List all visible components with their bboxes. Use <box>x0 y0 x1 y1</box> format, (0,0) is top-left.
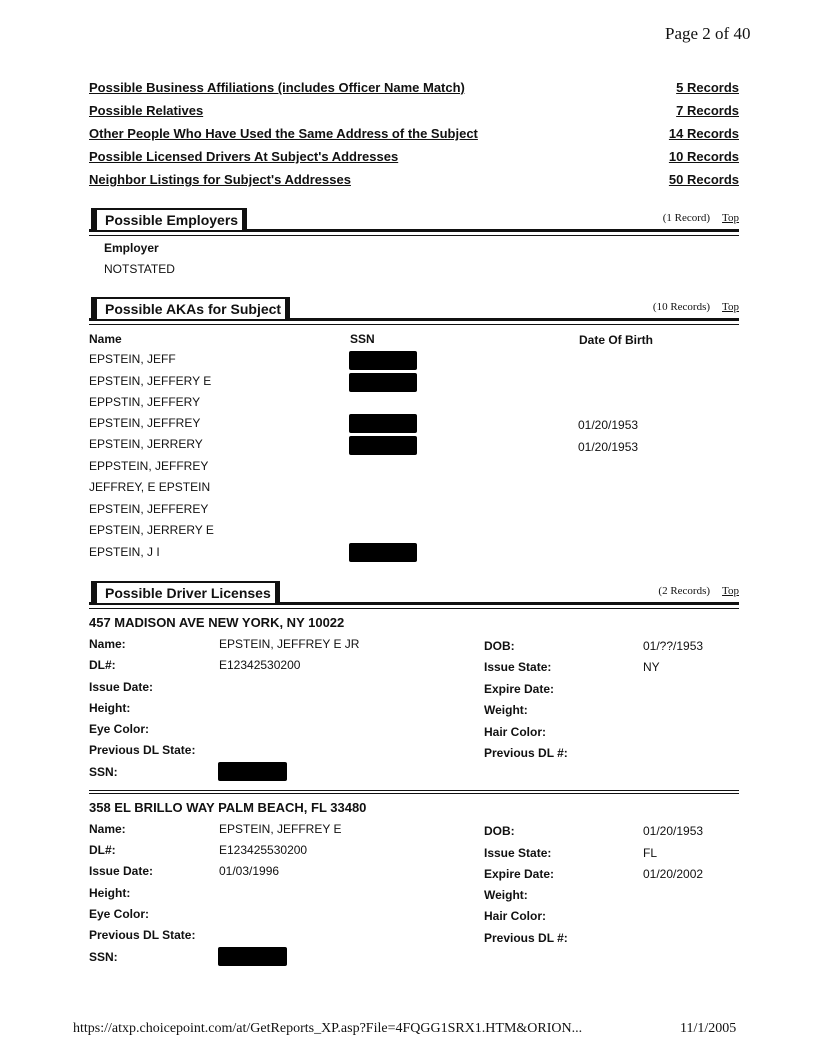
license-address: 457 MADISON AVE NEW YORK, NY 10022 <box>89 615 345 630</box>
section-title: Possible Employers <box>91 208 247 230</box>
summary-link[interactable]: Possible Licensed Drivers At Subject's Addresses <box>89 149 399 164</box>
label-weight: Weight: <box>484 888 528 902</box>
label-eye-color: Eye Color: <box>89 907 150 921</box>
col-header-ssn: SSN <box>350 332 375 346</box>
aka-dob: 01/20/1953 <box>578 418 639 432</box>
license-dob: 01/??/1953 <box>643 639 704 653</box>
aka-name: EPSTEIN, JEFFREY <box>89 416 201 430</box>
label-name: Name: <box>89 637 126 651</box>
label-issue-state: Issue State: <box>484 846 552 860</box>
employer-value: NOTSTATED <box>104 262 175 276</box>
col-header-name: Name <box>89 332 122 346</box>
top-link[interactable]: Top <box>722 212 739 224</box>
license-issue-state: FL <box>643 846 658 860</box>
label-dob: DOB: <box>484 824 515 838</box>
label-weight: Weight: <box>484 703 528 717</box>
label-dl: DL#: <box>89 843 116 857</box>
top-link[interactable]: Top <box>722 301 739 313</box>
summary-link[interactable]: Neighbor Listings for Subject's Addresses <box>89 172 351 187</box>
section-meta <box>658 585 739 597</box>
license-issue-state: NY <box>643 660 660 674</box>
summary-count[interactable]: 5 Records <box>676 80 739 95</box>
label-ssn: SSN: <box>89 765 118 779</box>
aka-name: EPSTEIN, JEFF <box>89 352 176 366</box>
summary-link[interactable]: Possible Business Affiliations (includes Officer Name Match) <box>89 80 465 95</box>
label-expire-date: Expire Date: <box>484 682 555 696</box>
col-header-dob: Date Of Birth <box>579 333 654 347</box>
record-count: (1 Record) <box>662 212 711 224</box>
section-meta <box>653 301 739 313</box>
label-dl: DL#: <box>89 658 116 672</box>
label-eye-color: Eye Color: <box>89 722 150 736</box>
section-title: Possible Driver Licenses <box>91 581 280 603</box>
record-separator <box>89 793 739 794</box>
aka-name: JEFFREY, E EPSTEIN <box>89 480 211 494</box>
akas-section-header <box>89 297 739 321</box>
ssn-redaction <box>349 436 417 455</box>
label-ssn: SSN: <box>89 950 118 964</box>
aka-dob: 01/20/1953 <box>578 440 639 454</box>
summary-row[interactable] <box>89 126 739 146</box>
footer-date: 11/1/2005 <box>680 1021 737 1036</box>
aka-name: EPSTEIN, JERRERY <box>89 437 203 451</box>
record-count: (2 Records) <box>658 585 711 597</box>
ssn-redaction <box>349 414 417 433</box>
page-number: Page 2 of 40 <box>665 24 751 43</box>
summary-count[interactable]: 50 Records <box>668 172 739 187</box>
aka-name: EPSTEIN, JERRERY E <box>89 523 214 537</box>
license-dl: E12342530200 <box>219 658 301 672</box>
top-link[interactable]: Top <box>722 585 739 597</box>
license-dob: 01/20/1953 <box>643 824 704 838</box>
label-prev-dl: Previous DL #: <box>484 931 568 945</box>
summary-count[interactable]: 7 Records <box>676 103 739 118</box>
employers-section-header <box>89 208 739 232</box>
aka-name: EPSTEIN, J I <box>89 545 160 559</box>
aka-name: EPSTEIN, JEFFERY E <box>89 374 212 388</box>
ssn-redaction <box>218 762 287 781</box>
summary-row[interactable] <box>89 149 739 169</box>
license-address: 358 EL BRILLO WAY PALM BEACH, FL 33480 <box>89 800 367 815</box>
aka-name: EPPSTEIN, JEFFREY <box>89 459 209 473</box>
label-expire-date: Expire Date: <box>484 867 555 881</box>
label-prev-dl: Previous DL #: <box>484 746 568 760</box>
label-prev-state: Previous DL State: <box>89 743 196 757</box>
summary-count[interactable]: 14 Records <box>668 126 739 141</box>
label-issue-state: Issue State: <box>484 660 552 674</box>
employer-label: Employer <box>104 241 159 255</box>
summary-count[interactable]: 10 Records <box>668 149 739 164</box>
license-dl: E123425530200 <box>219 843 308 857</box>
license-expire-date: 01/20/2002 <box>643 867 704 881</box>
record-separator <box>89 790 739 791</box>
ssn-redaction <box>349 351 417 370</box>
summary-row[interactable] <box>89 172 739 192</box>
footer-url: https://atxp.choicepoint.com/at/GetReports_XP.asp?File=4FQGG1SRX1.HTM&ORION... <box>73 1021 583 1036</box>
licenses-section-header <box>89 581 739 605</box>
license-issue-date: 01/03/1996 <box>219 864 280 878</box>
summary-row[interactable] <box>89 80 739 100</box>
license-name: EPSTEIN, JEFFREY E JR <box>219 637 360 651</box>
ssn-redaction <box>349 543 417 562</box>
aka-name: EPSTEIN, JEFFEREY <box>89 502 209 516</box>
section-rule <box>89 324 739 325</box>
summary-link[interactable]: Possible Relatives <box>89 103 204 118</box>
label-height: Height: <box>89 701 131 715</box>
label-prev-state: Previous DL State: <box>89 928 196 942</box>
label-hair-color: Hair Color: <box>484 909 547 923</box>
label-issue-date: Issue Date: <box>89 864 154 878</box>
section-title: Possible AKAs for Subject <box>91 297 290 319</box>
section-meta <box>663 212 739 224</box>
label-name: Name: <box>89 822 126 836</box>
label-height: Height: <box>89 886 131 900</box>
section-rule <box>89 608 739 609</box>
label-dob: DOB: <box>484 639 515 653</box>
section-rule <box>89 235 739 236</box>
label-issue-date: Issue Date: <box>89 680 154 694</box>
summary-link[interactable]: Other People Who Have Used the Same Address of the Subject <box>89 126 478 141</box>
ssn-redaction <box>349 373 417 392</box>
aka-name: EPPSTIN, JEFFERY <box>89 395 201 409</box>
summary-row[interactable] <box>89 103 739 123</box>
record-count: (10 Records) <box>652 301 711 313</box>
ssn-redaction <box>218 947 287 966</box>
label-hair-color: Hair Color: <box>484 725 547 739</box>
license-name: EPSTEIN, JEFFREY E <box>219 822 342 836</box>
